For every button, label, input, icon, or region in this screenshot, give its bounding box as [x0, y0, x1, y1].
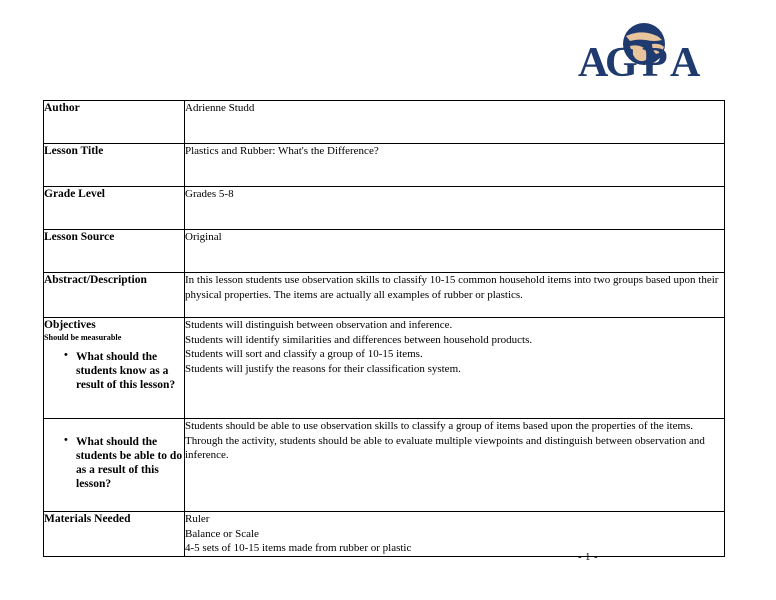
list-item: • What should the students know as a result of this lesson? — [64, 350, 184, 392]
performance-bullet-list — [44, 435, 184, 491]
list-item: • What should the students be able to do as a result of this lesson? — [64, 435, 184, 491]
lesson-plan-table — [43, 100, 725, 557]
agpa-logo-icon — [574, 22, 714, 84]
row-label-author: Author — [44, 101, 185, 144]
row-value-grade-level: Grades 5-8 — [185, 187, 725, 230]
row-value-author: Adrienne Studd — [185, 101, 725, 144]
row-value-materials-needed — [185, 512, 725, 557]
objective-line: Students will sort and classify a group of 10-15 items. — [185, 348, 423, 361]
row-label-abstract-description: Abstract/Description — [44, 273, 185, 318]
objective-line: Students will justify the reasons for their classification system. — [185, 362, 461, 375]
table-row — [44, 187, 725, 230]
material-line: Ruler — [185, 513, 210, 525]
row-value-abstract-description: In this lesson students use observation skills to classify 10-15 common household items into two groups based upon their physical properties. The items are actually all examples of rubber or plastics. — [185, 273, 725, 318]
svg-text:G: G — [605, 40, 638, 84]
table-row — [44, 273, 725, 318]
agpa-logo — [574, 22, 714, 84]
row-label-lesson-source: Lesson Source — [44, 230, 185, 273]
svg-text:A: A — [670, 40, 701, 84]
row-label-grade-level: Grade Level — [44, 187, 185, 230]
row-label-lesson-title: Lesson Title — [44, 144, 185, 187]
row-label-materials-needed: Materials Needed — [44, 512, 185, 557]
row-value-objectives — [185, 318, 725, 419]
row-value-lesson-source: Original — [185, 230, 725, 273]
material-line: Balance or Scale — [185, 527, 259, 540]
row-label-objectives: Objectives Should be measurable • What should the students know as a result of this lesson? — [44, 318, 185, 419]
objectives-bullet-list — [44, 350, 184, 392]
table-row — [44, 318, 725, 419]
svg-text:A: A — [578, 40, 609, 84]
row-label-performance-objectives — [44, 419, 185, 512]
table-row — [44, 101, 725, 144]
objective-line: Students will distinguish between observation and inference. — [185, 319, 453, 331]
footer-page-number: - 1 - — [578, 552, 598, 563]
table-row — [44, 230, 725, 273]
table-row — [44, 144, 725, 187]
row-value-performance-objectives: Students should be able to use observation skills to classify a group of items based upon the properties of the items. Through the activity, students should be able to evaluate multiple viewpoints and distinguish between observation and inference. — [185, 419, 725, 512]
material-line: 4-5 sets of 10-15 items made from rubber or plastic — [185, 542, 412, 555]
table-row — [44, 419, 725, 512]
svg-text:P: P — [642, 40, 668, 84]
table-row — [44, 512, 725, 557]
row-value-lesson-title: Plastics and Rubber: What's the Difference? — [185, 144, 725, 187]
objective-line: Students will identify similarities and differences between household products. — [185, 333, 533, 346]
